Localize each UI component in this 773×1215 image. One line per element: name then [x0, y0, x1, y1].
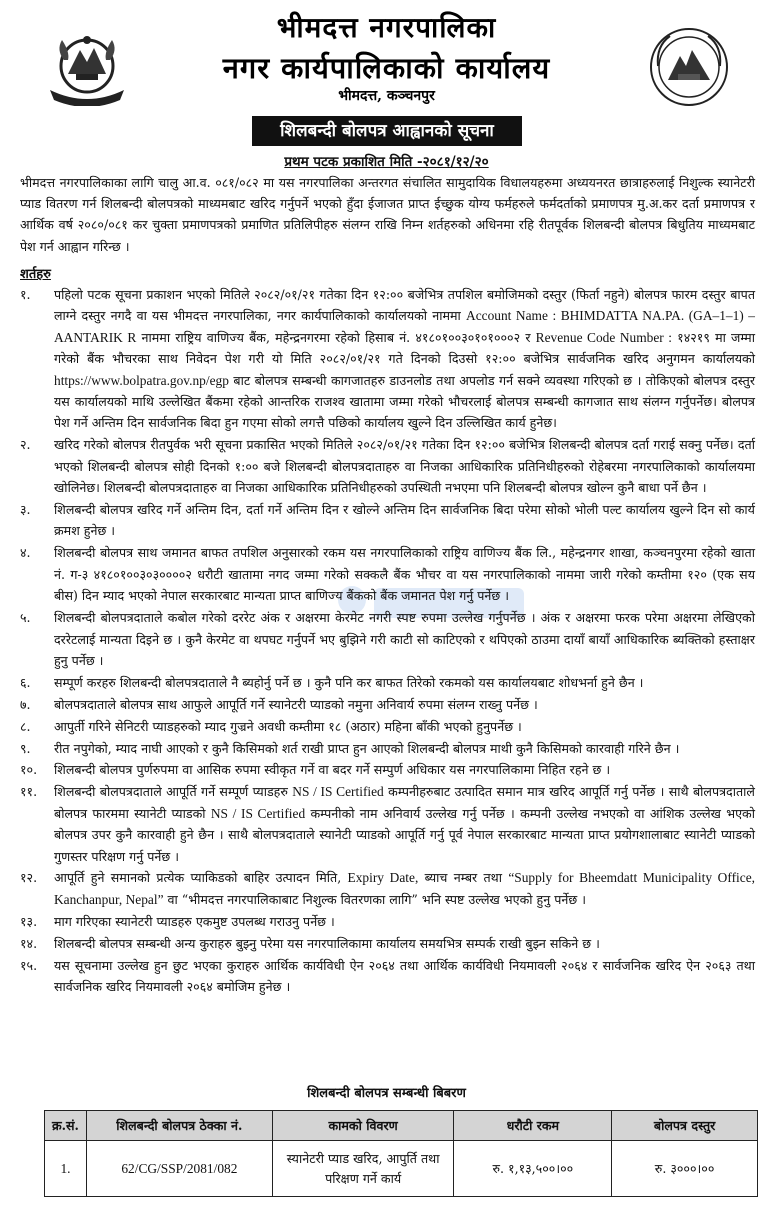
term-text: आपूर्ति हुने समानको प्रत्येक प्याकिडको बाहिर उत्पादन मिति, Expiry Date, ब्याच नम्बर तथा “Supply for Bheemdatt Municipality Office, Kanchanpur, Nepal” वा “भीमदत्त नगरपालिकाबाट निशुल्क वितरणका लागि” भनि स्पष्ट उल्लेख भएको हुनु पर्नेछ । — [54, 870, 755, 907]
term-text: शिलबन्दी बोलपत्रदाताले आपूर्ति गर्ने सम्पूर्ण प्याडहरु NS / IS Certified कम्पनीहरुबाट उत्पादित समान मात्र खरिद आपूर्ति गर्नु पर्नेछ । साथै बोलपत्रदाताले बोलपत्र फारममा स्यानेटी प्याडको NS / IS Certified कम्पनीको नाम अनिवार्य उल्लेख गर्नु पर्नेछ । कम्पनी उल्लेख नभएको वा आंशिक उल्लेख भएको बोलपत्र उपर कुनै कारवाही हुने छैन । साथै बोलपत्रदाताले स्यानेटी प्याडको आपूर्ति गर्नु पूर्व नेपाल सरकारबाट मान्यता प्राप्त प्रयोगशालाबाट स्यानेटी प्याडको गुणस्तर परिक्षण गर्नु पर्नेछ । — [54, 784, 755, 864]
notice-title-banner: शिलबन्दी बोलपत्र आह्वानको सूचना — [252, 116, 522, 146]
term-text: शिलबन्दी बोलपत्रदाताले कबोल गरेको दररेट अंक र अक्षरमा केरमेट नगरी स्पष्ट रुपमा उल्लेख गर्नुपर्नेछ । अंक र अक्षरमा फरक परेमा अक्षरमा लेखिएको दररेटलाई मान्यता दिइने छ । कुनै केरमेट वा थपघट गर्नुपर्ने भए बुझिने गरी काटी सो काटिएको र थपिएको ठाउमा दायाँ बायाँ आधिकारिक ब्यक्तिको हस्ताक्षर हुनु पर्नेछ । — [54, 610, 755, 668]
term-item — [20, 781, 755, 867]
term-item — [20, 607, 755, 671]
term-item — [20, 716, 755, 737]
office-address: भीमदत्त, कञ्चनपुर — [338, 88, 435, 104]
term-text: शिलबन्दी बोलपत्र साथ जमानत बाफत तपशिल अनुसारको रकम यस नगरपालिकाको राष्ट्रिय वाणिज्य बैंक लि., महेन्द्रनगर शाखा, कञ्चनपुरमा रहेको खाता नं. ग-३ ४१८०१००३०३००००२ धरौटी खातामा नगद जम्मा गरेको सक्कलै बैंक भौचर वा यस नगरपालिकाको नाममा जारी गरेको कम्तीमा १२० (एक सय बीस) दिन म्याद भएको नेपाल सरकारबाट मान्यता प्राप्त बाणिज्य बैंकको बैंक जमानत पेश गर्नु पर्नेछ । — [54, 545, 755, 604]
col-header-contract-no: शिलबन्दी बोलपत्र ठेक्का नं. — [86, 1111, 272, 1141]
cell-description: स्यानेटरी प्याड खरिद, आपुर्ति तथा परिक्षण गर्ने कार्य — [272, 1141, 454, 1197]
cell-contract-no: 62/CG/SSP/2081/082 — [86, 1141, 272, 1197]
term-number: ७. — [20, 696, 31, 712]
term-text: पहिलो पटक सूचना प्रकाशन भएको मितिले २०८२/०१/२१ गतेका दिन १२:०० बजेभित्र तपशिल बमोजिमको दस्तुर (फिर्ता नहुने) बोलपत्र फारम दस्तुर बापत लाग्ने दस्तुर नगदै वा यस भीमदत्त नगरपालिका, नगर कार्यपालिकाको कार्यालयको नाममा Account Name : BHIMDATTA NA.PA. (GA–1–1) –AANTARIK R नाममा राष्ट्रिय वाणिज्य बैंक, महेन्द्रनगरमा रहेको हिसाब नं. ४१८०१००३०१०१०००२ र Revenue Code Number : १४२१९ मा जम्मा गरेको बैंक भौचरका साथ निवेदन पेश गरी यो मिति २०८२/०१/२१ गते दिनको दिउसो १२:०० बजेभित्र सार्वजनिक खरिद अनुगमन कार्यालयको https://www.bolpatra.gov.np/egp बाट बोलपत्र सम्बन्धी कागजातहरु डाउनलोड तथा अपलोड गर्न सक्ने व्यवस्था गरिएको छ । तोकिएको बोलपत्र दस्तुर यस कार्यालयको माथि उल्लेखित बैंकमा रहेको आन्तरिक राजश्व खातामा जम्मा गरेको भौचरलाई बोलपत्र सम्बन्धी कागजात साथ संलग्न गर्नुपर्नेछ। बोलपत्र पेश गर्ने अन्तिम दिन सार्वजनिक बिदा हुन गएमा सोको लगत्तै पछिको कार्यालय खुल्ने दिन उल्लिखित कार्य हुनेछ। — [54, 287, 755, 431]
term-text: खरिद गरेको बोलपत्र रीतपुर्वक भरी सूचना प्रकासित भएको मितिले २०८२/०१/२१ गतेका दिन १२:०० बजेभित्र शिलबन्दी बोलपत्र दर्ता गराई सक्नु पर्नेछ। दर्ता भएको शिलबन्दी बोलपत्र सोही दिनको १:०० बजे शिलबन्दी बोलपत्रदाताहरु वा निजका आधिकारिक प्रतिनिधीहरुको रोहेबरमा नगरपालिकाको कार्यालयमा खोलिनेछ। शिलबन्दी बोलपत्रदाताहरु वा निजका आधिकारिक प्रतिनिधीहरुको उपस्थिती नभएमा पनि शिलबन्दी बोलपत्र खोल्न कुनै बाधा पर्ने छैन । — [54, 437, 755, 496]
cell-sn: 1. — [45, 1141, 87, 1197]
term-item — [20, 542, 755, 606]
terms-heading: शर्तहरु — [20, 267, 51, 282]
term-number: १५. — [20, 957, 38, 973]
term-item — [20, 933, 755, 954]
term-number: ३. — [20, 502, 31, 518]
term-item — [20, 955, 755, 998]
term-number: १२. — [20, 870, 38, 886]
term-number: ११. — [20, 784, 38, 800]
municipality-logo-icon — [648, 26, 730, 108]
term-text: शिलबन्दी बोलपत्र खरिद गर्ने अन्तिम दिन, दर्ता गर्ने अन्तिम दिन र खोल्ने अन्तिम दिन सार्वजनिक बिदा परेमा सोको भोली पल्ट कार्यालय खुल्ने दिन सो कार्य क्रमश हुनेछ । — [54, 502, 755, 539]
cell-deposit: रु. १,१३,५००।०० — [454, 1141, 612, 1197]
term-number: ६. — [20, 674, 31, 690]
col-header-description: कामको विवरण — [272, 1111, 454, 1141]
term-text: बोलपत्रदाताले बोलपत्र साथ आफुले आपूर्ति गर्ने स्यानेटरी प्याडको नमुना अनिवार्य रुपमा संलग्न राख्नु पर्नेछ । — [54, 696, 538, 712]
term-number: ४. — [20, 545, 31, 561]
term-number: १३. — [20, 913, 38, 929]
bid-details-table — [44, 1110, 758, 1197]
term-item — [20, 694, 755, 715]
term-text: माग गरिएका स्यानेटरी प्याडहरु एकमुष्ट उपलब्ध गराउनु पर्नेछ । — [54, 913, 335, 929]
letterhead — [0, 0, 773, 110]
term-item — [20, 911, 755, 932]
term-item — [20, 434, 755, 498]
term-item — [20, 672, 755, 693]
publish-date: प्रथम पटक प्रकाशित मिति -२०८१/१२/२० — [284, 154, 489, 170]
term-text: शिलबन्दी बोलपत्र पुर्णरुपमा वा आसिक रुपमा स्वीकृत गर्ने वा बदर गर्ने सम्पुर्ण अधिकार यस नगरपालिकामा निहित रहने छ । — [54, 762, 611, 778]
col-header-sn: क्र.सं. — [45, 1111, 87, 1141]
term-number: ९. — [20, 740, 31, 756]
cell-fee: रु. ३०००।०० — [612, 1141, 758, 1197]
term-number: ८. — [20, 718, 31, 734]
term-number: १०. — [20, 762, 38, 778]
term-number: १. — [20, 287, 31, 302]
term-text: रीत नपुगेको, म्याद नाघी आएको र कुनै किसिमको शर्त राखी प्राप्त हुन आएको शिलबन्दी बोलपत्र माथी कुनै किसिमको कारवाही गरिने छैन । — [54, 740, 680, 756]
table-row — [45, 1141, 758, 1197]
term-item — [20, 284, 755, 434]
term-text: सम्पूर्ण करहरु शिलबन्दी बोलपत्रदाताले नै ब्यहोर्नु पर्ने छ । कुनै पनि कर बाफत तिरेको रकमको यस कार्यालयबाट शोधभर्ना हुने छैन । — [54, 674, 644, 690]
term-number: १४. — [20, 935, 38, 951]
term-number: ५. — [20, 610, 31, 626]
org-name: भीमदत्त नगरपालिका — [276, 11, 497, 44]
term-text: शिलबन्दी बोलपत्र सम्बन्धी अन्य कुराहरु बुझ्नु परेमा यस नगरपालिकामा कार्यालय समयभित्र सम्पर्क राखी बुझ्न सकिने छ । — [54, 935, 600, 951]
col-header-fee: बोलपत्र दस्तुर — [612, 1111, 758, 1141]
term-item — [20, 759, 755, 780]
term-text: यस सूचनामा उल्लेख हुन छुट भएका कुराहरु आर्थिक कार्यविधी ऐन २०६४ तथा आर्थिक कार्यविधी नियमावली २०६४ र सार्वजनिक खरिद ऐन २०६३ तथा सार्वजनिक खरिद नियमावली २०६४ बमोजिम हुनेछ । — [54, 957, 755, 994]
terms-list — [20, 284, 755, 998]
term-number: २. — [20, 437, 31, 453]
table-header-row — [45, 1111, 758, 1141]
term-item — [20, 738, 755, 759]
col-header-deposit: धरौटी रकम — [454, 1111, 612, 1141]
table-title: शिलबन्दी बोलपत्र सम्बन्धी बिबरण — [307, 1086, 466, 1101]
term-text: आपुर्ती गरिने सेनिटरी प्याडहरुको म्याद गुज्रने अवधी कम्तीमा १८ (अठार) महिना बाँकी भएको हुनुपर्नेछ । — [54, 718, 522, 734]
term-item — [20, 499, 755, 542]
office-name: नगर कार्यपालिकाको कार्यालय — [222, 51, 551, 85]
term-item — [20, 867, 755, 910]
intro-paragraph: भीमदत्त नगरपालिकाका लागि चालु आ.व. ०८१/०८२ मा यस नगरपालिका अन्तरगत संचालित सामुदायिक विधालयहरुमा अध्ययनरत छात्राहरुलाई निशुल्क स्यानेटरी प्याड वितरण गर्न शिलबन्दी बोलपत्रको माध्यमबाट खरिद गर्नुपर्ने भएको हुँदा ईजाजत प्राप्त ईच्छुक योग्य फर्महरुले फर्मदर्ताको प्रमाणपत्र मु.अ.कर दर्ता प्रमाणपत्र र आर्थिक वर्ष २०८०/०८१ कर चुक्ता प्रमाणपत्रको प्रमाणित प्रतिलिपीहरु संलग्न राखि निम्न शर्तहरुको अधिनमा रहि रीतपूर्वक शिलबन्दी बोलपत्र बिधुतिय माध्यमबाट पेश गर्न आह्वान गरिन्छ । — [20, 175, 755, 254]
